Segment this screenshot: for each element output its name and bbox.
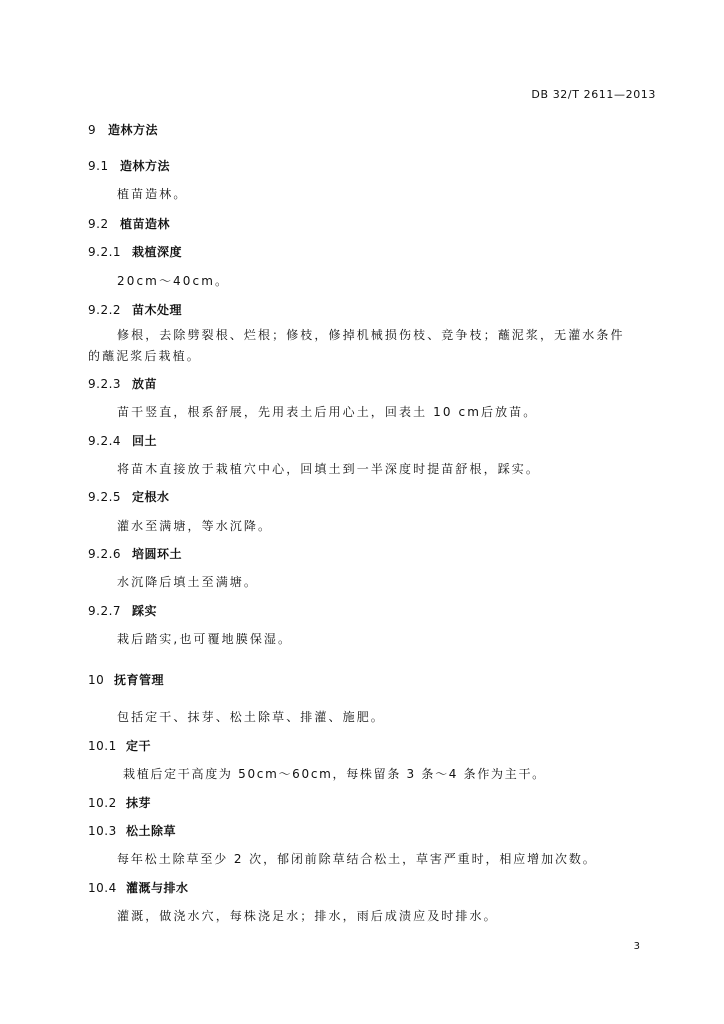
- paragraph-9-2-6: 水沉降后填土至满塘。: [117, 575, 259, 589]
- section-title: 回土: [132, 434, 158, 448]
- section-number: 9.2.4: [88, 434, 122, 448]
- section-title: 抚育管理: [114, 673, 165, 687]
- section-heading-10-3: [88, 822, 176, 839]
- section-number: 10.4: [88, 881, 117, 895]
- section-title: 造林方法: [120, 159, 171, 173]
- section-title: 定根水: [132, 490, 170, 504]
- section-heading-10-2: [88, 794, 151, 811]
- section-title: 栽植深度: [132, 245, 183, 259]
- section-heading-10-4: [88, 879, 189, 896]
- section-number: 10.3: [88, 824, 117, 838]
- paragraph-9-2-3: 苗干竖直，根系舒展，先用表土后用心土，回表土 10 cm后放苗。: [117, 405, 538, 419]
- section-title: 植苗造林: [120, 217, 171, 231]
- section-number: 9.2: [88, 217, 109, 231]
- section-number: 9.1: [88, 159, 109, 173]
- section-number: 9.2.3: [88, 377, 122, 391]
- section-heading-9-2-5: [88, 488, 170, 505]
- paragraph-9-2-2-line2: 的蘸泥浆后栽植。: [88, 349, 201, 363]
- section-number: 9.2.1: [88, 245, 122, 259]
- section-heading-9-2-4: [88, 432, 157, 449]
- paragraph-10-3: 每年松土除草至少 2 次，郁闭前除草结合松土，草害严重时，相应增加次数。: [117, 852, 597, 866]
- section-title: 苗木处理: [132, 303, 183, 317]
- section-heading-9-2-6: [88, 545, 182, 562]
- section-heading-9-2: [88, 215, 170, 232]
- section-title: 灌溉与排水: [126, 881, 189, 895]
- section-heading-9-2-3: [88, 375, 157, 392]
- section-number: 10.2: [88, 796, 117, 810]
- section-title: 抹芽: [126, 796, 152, 810]
- section-heading-9-2-2: [88, 301, 182, 318]
- section-heading-10: [88, 671, 164, 688]
- section-title: 定干: [126, 739, 152, 753]
- paragraph-9-2-5: 灌水至满塘，等水沉降。: [117, 519, 273, 533]
- paragraph-9-1: 植苗造林。: [117, 187, 188, 201]
- section-title: 踩实: [132, 604, 158, 618]
- paragraph-9-2-1: 20cm～40cm。: [117, 274, 230, 288]
- paragraph-9-2-4: 将苗木直接放于栽植穴中心，回填土到一半深度时提苗舒根，踩实。: [117, 462, 541, 476]
- section-heading-9-2-7: [88, 602, 157, 619]
- section-title: 培圆环土: [132, 547, 183, 561]
- section-heading-9-2-1: [88, 243, 182, 260]
- paragraph-9-2-7: 栽后踏实,也可覆地膜保湿。: [117, 632, 293, 646]
- paragraph-10-1: 栽植后定干高度为 50cm～60cm，每株留条 3 条～4 条作为主干。: [123, 767, 546, 781]
- section-number: 9: [88, 123, 97, 137]
- paragraph-10-4: 灌溉，做浇水穴，每株浇足水；排水，雨后成渍应及时排水。: [117, 909, 498, 923]
- section-number: 9.2.2: [88, 303, 122, 317]
- section-number: 9.2.5: [88, 490, 122, 504]
- section-heading-9-1: [88, 157, 170, 174]
- section-title: 造林方法: [108, 123, 159, 137]
- section-number: 9.2.6: [88, 547, 122, 561]
- page-number: 3: [633, 941, 640, 952]
- paragraph-10: 包括定干、抹芽、松土除草、排灌、施肥。: [117, 710, 385, 724]
- section-title: 放苗: [132, 377, 158, 391]
- standard-code: DB 32/T 2611—2013: [531, 88, 656, 101]
- paragraph-9-2-2-line1: 修根，去除劈裂根、烂根；修枝，修掉机械损伤枝、竞争枝；蘸泥浆，无灌水条件: [117, 328, 625, 342]
- section-number: 9.2.7: [88, 604, 122, 618]
- section-title: 松土除草: [126, 824, 177, 838]
- section-number: 10.1: [88, 739, 117, 753]
- section-heading-10-1: [88, 737, 151, 754]
- section-number: 10: [88, 673, 105, 687]
- section-heading-9: [88, 121, 158, 138]
